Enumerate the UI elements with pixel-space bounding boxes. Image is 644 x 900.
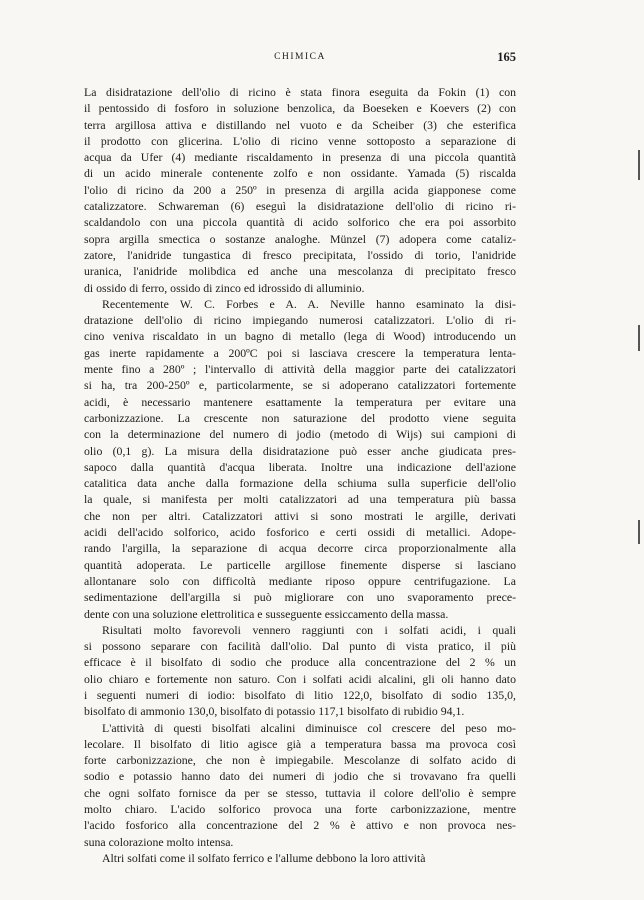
text-line: Recentemente W. C. Forbes e A. A. Neville hanno esaminato la disi- xyxy=(102,296,516,311)
body-text xyxy=(84,84,516,866)
text-line: catalizzatore. Schwareman (6) eseguì la disidratazione dell'olio di ricino ri- xyxy=(84,199,516,214)
margin-mark xyxy=(638,520,640,544)
paragraph xyxy=(84,622,516,720)
paragraph xyxy=(84,84,516,296)
text-line: sopra argilla smectica o sostanze analoghe. Münzel (7) adopera come cataliz- xyxy=(84,231,516,246)
text-line: che ogni solfato fornisce da per se stesso, tuttavia il colore dell'olio è sempre xyxy=(84,785,516,800)
text-line: molto chiaro. L'acido solforico provoca una forte carbonizzazione, mentre xyxy=(84,802,516,817)
text-line: dratazione dell'olio di ricino impiegando numerosi catalizzatori. L'olio di ri- xyxy=(84,313,516,328)
text-line: olio (0,1 g). La misura della disidratazione può esser anche giudicata pres- xyxy=(84,443,516,458)
margin-mark xyxy=(638,325,640,351)
text-line: si possono separare con facilità dall'olio. Dal punto di vista pratico, il più xyxy=(84,639,516,654)
margin-mark xyxy=(638,150,640,180)
text-line: acidi, è necessario mantenere esattamente la temperatura per evitare una xyxy=(84,394,516,409)
text-line: scaldandolo con una piccola quantità di acido solforico che era poi assorbito xyxy=(84,215,516,230)
text-line: lecolare. Il bisolfato di litio agisce già a temperatura bassa ma provoca così xyxy=(84,736,516,751)
text-line: rando l'argilla, la separazione di acqua decorre circa proporzionalmente alla xyxy=(84,541,516,556)
text-line: la quale, si manifesta per molti catalizzatori ad una temperatura più bassa xyxy=(84,492,516,507)
paragraph xyxy=(84,720,516,850)
text-line: olio chiaro e fortemente non saturo. Con i solfati acidi alcalini, gli oli hanno dato xyxy=(84,671,516,686)
text-line: L'attività di questi bisolfati alcalini diminuisce col crescere del peso mo- xyxy=(102,720,516,735)
text-line: il pentossido di fosforo in soluzione benzolica, da Boeseken e Koevers (2) con xyxy=(84,101,516,116)
text-line: uranica, l'anidride molibdica ed anche una mescolanza di precipitato fresco xyxy=(84,264,516,279)
text-line: Altri solfati come il solfato ferrico e l'allume debbono la loro attività xyxy=(102,850,426,865)
text-line: La disidratazione dell'olio di ricino è stata finora eseguita da Fokin (1) con xyxy=(84,85,516,99)
text-line: Risultati molto favorevoli vennero raggiunti con i solfati acidi, i quali xyxy=(102,622,516,637)
text-line: catalitica data anche dalla formazione della schiuma sulla superficie dell'olio xyxy=(84,476,516,491)
text-line: il prodotto con glicerina. L'olio di ricino venne sottoposto a separazione di xyxy=(84,133,516,148)
text-line: allontanare solo con difficoltà mediante riposo oppure centrifugazione. La xyxy=(84,573,516,588)
text-line: sedimentazione dell'argilla si può migliorare con uno svaporamento prece- xyxy=(84,590,516,605)
text-line: cino veniva riscaldato in un bagno di metallo (lega di Wood) introducendo un xyxy=(84,329,516,344)
text-line: quantità adoperata. Le particelle argillose finemente disperse si lasciano xyxy=(84,557,516,572)
text-line: gas inerte rapidamente a 200ºC poi si lasciava crescere la temperatura lenta- xyxy=(84,345,516,360)
text-line: suna colorazione molto intensa. xyxy=(84,834,234,849)
text-line: che non per altri. Catalizzatori attivi si sono mostrati le argille, derivati xyxy=(84,508,516,523)
text-line: sapoco dalla quantità d'acqua liberata. Inoltre una indicazione dell'azione xyxy=(84,459,516,474)
text-line: con la determinazione del numero di jodio (metodo di Wijs) sui campioni di xyxy=(84,427,516,442)
text-line: forte carbonizzazione, che non è impiegabile. Mescolanze di solfato acido di xyxy=(84,753,516,768)
text-line: i seguenti numeri di iodio: bisolfato di litio 122,0, bisolfato di sodio 135,0, xyxy=(84,687,516,702)
paragraph xyxy=(84,850,516,866)
text-line: efficace è il bisolfato di sodio che produce alla concentrazione del 2 % un xyxy=(84,655,516,670)
text-line: dente con una soluzione elettrolitica e susseguente essiccamento della massa. xyxy=(84,606,449,621)
text-line: si ha, tra 200-250º e, particolarmente, se si adoperano catalizzatori fortemente xyxy=(84,378,516,393)
text-line: acidi dell'acido solforico, acido fosforico e certi ossidi di metallici. Adope- xyxy=(84,525,516,540)
text-line: carbonizzazione. La crescente non saturazione del prodotto viene seguita xyxy=(84,410,516,425)
text-line: mente fino a 280º ; l'intervallo di attività della maggior parte dei catalizzatori xyxy=(84,362,516,377)
running-head xyxy=(84,52,516,68)
page-number: 165 xyxy=(497,50,516,64)
paragraph xyxy=(84,296,516,622)
text-line: bisolfato di ammonio 130,0, bisolfato di potassio 117,1 bisolfato di rubidio 94,1. xyxy=(84,704,465,719)
section-title: CHIMICA xyxy=(274,52,326,62)
text-line: acqua da Ufer (4) mediante riscaldamento in presenza di una piccola quantità xyxy=(84,150,516,165)
text-line: zatore, l'anidride tungastica di fresco precipitata, l'ossido di torio, l'anidride xyxy=(84,247,516,262)
text-line: terra argillosa attiva e distillando nel vuoto e da Scheiber (3) che esterifica xyxy=(84,117,516,132)
text-line: l'olio di ricino da 200 a 250º in presenza di argilla acida giapponese come xyxy=(84,182,516,197)
text-line: di ossido di ferro, ossido di zinco ed idrossido di alluminio. xyxy=(84,280,365,295)
text-line: di un acido minerale contenente zolfo e non ossidante. Yamada (5) riscalda xyxy=(84,166,516,181)
text-line: l'acido fosforico alla concentrazione del 2 % è attivo e non provoca nes- xyxy=(84,818,516,833)
text-line: sodio e potassio hanno dato dei numeri di jodio che si trovavano fra quelli xyxy=(84,769,516,784)
